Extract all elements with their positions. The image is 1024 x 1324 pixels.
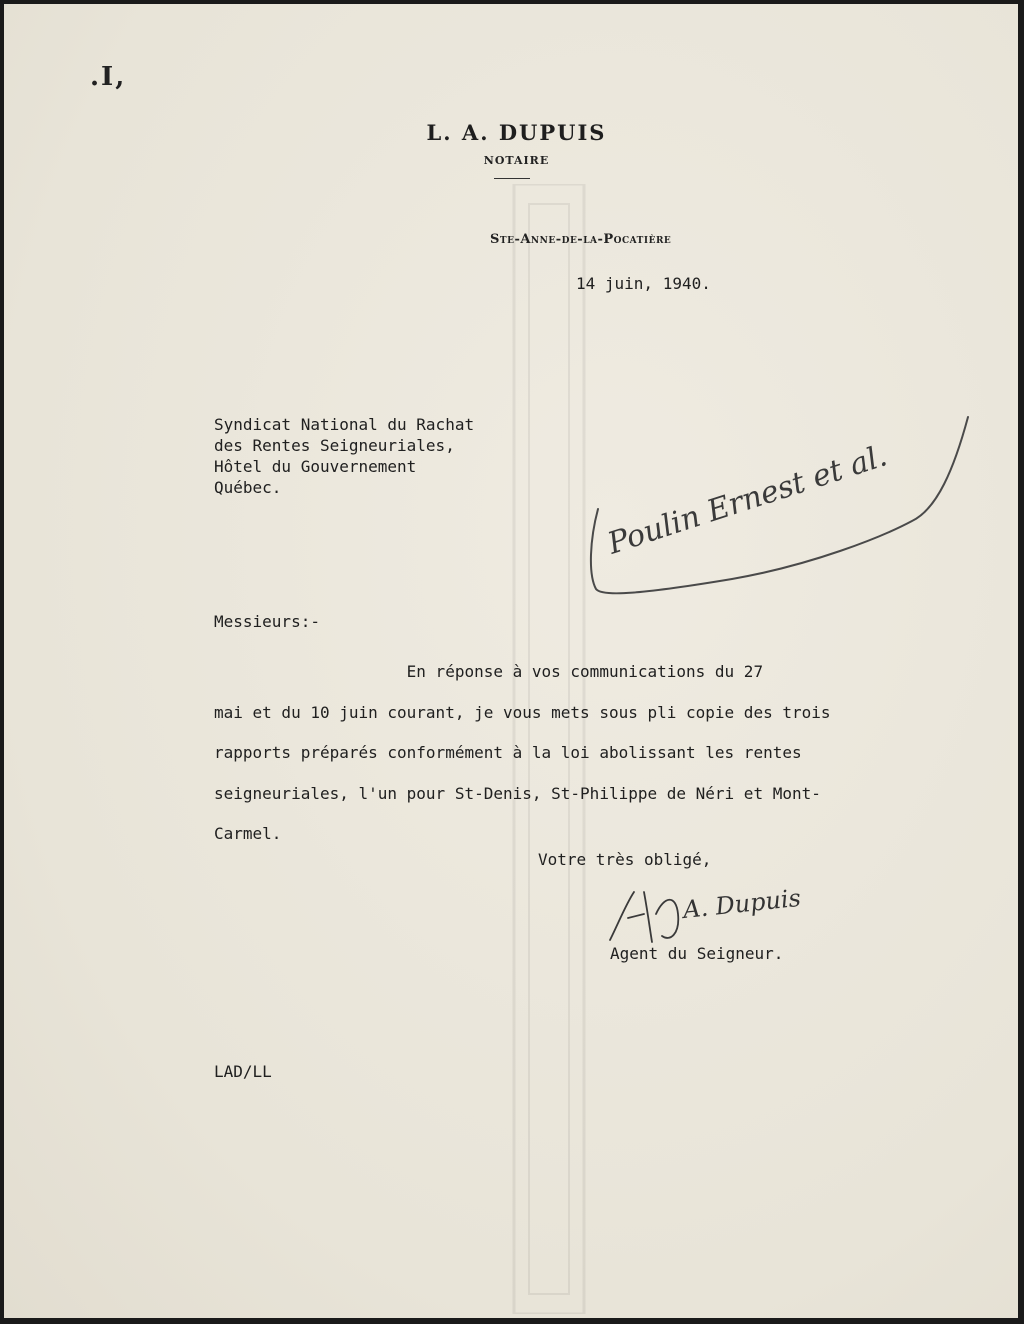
- recipient-line: Syndicat National du Rachat: [214, 415, 475, 434]
- recipient-line: Québec.: [214, 478, 282, 497]
- recipient-line: des Rentes Seigneuriales,: [214, 436, 455, 455]
- reference-initials: LAD/LL: [214, 1062, 272, 1081]
- body-line: En réponse à vos communications du 27: [214, 662, 764, 681]
- signer-title: Agent du Seigneur.: [610, 944, 784, 963]
- letterhead-rule: [494, 178, 530, 179]
- annotation-text: Poulin Ernest et al.: [603, 438, 892, 562]
- letter-date: 14 juin, 1940.: [576, 274, 711, 293]
- letter-page: [4, 4, 1018, 1318]
- body-line: rapports préparés conformément à la loi abolissant les rentes: [214, 743, 802, 762]
- body-line: mai et du 10 juin courant, je vous mets sous pli copie des trois: [214, 702, 831, 722]
- paper-watermark: [504, 184, 594, 1314]
- salutation: Messieurs:-: [214, 612, 320, 631]
- letterhead-name: L. A. DUPUIS: [426, 120, 607, 145]
- letterhead-place: Ste-Anne-de-la-Pocatière: [490, 232, 672, 247]
- recipient-line: Hôtel du Gouvernement: [214, 457, 417, 476]
- body-line: Carmel.: [214, 824, 282, 843]
- recipient-address: [214, 414, 474, 498]
- page-mark: .I,: [90, 62, 127, 92]
- letterhead-title: NOTAIRE: [483, 154, 550, 167]
- body-line: seigneuriales, l'un pour St-Denis, St-Philippe de Néri et Mont-: [214, 783, 821, 803]
- signature-text: A. Dupuis: [681, 884, 803, 924]
- handwritten-annotation: [582, 409, 982, 609]
- closing: Votre très obligé,: [538, 850, 712, 869]
